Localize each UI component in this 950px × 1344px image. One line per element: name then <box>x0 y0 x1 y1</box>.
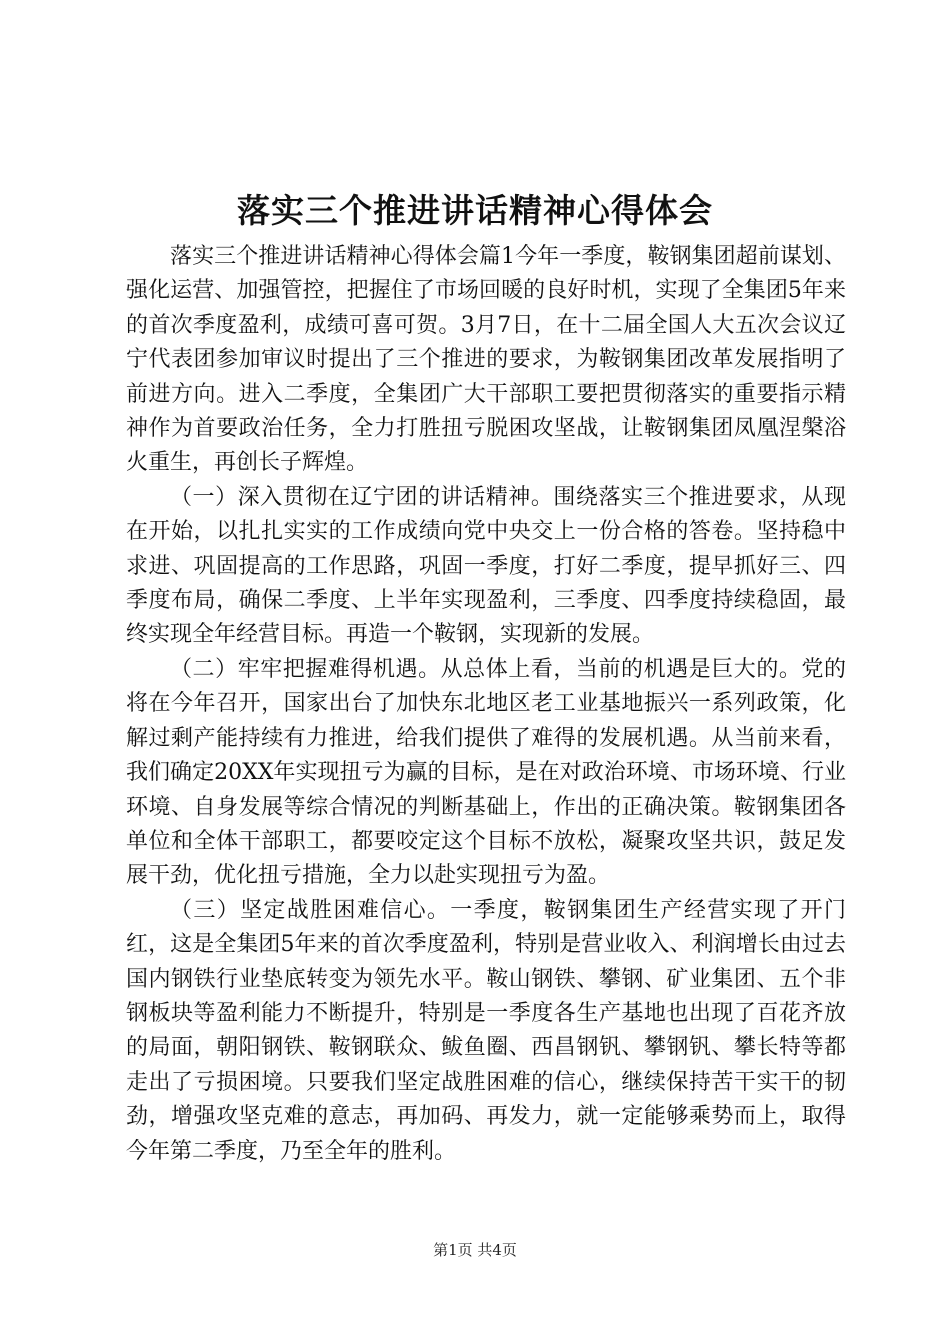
paragraph-intro: 落实三个推进讲话精神心得体会篇1今年一季度，鞍钢集团超前谋划、强化运营、加强管控，把握住了市场回暖的良好时机，实现了全集团5年来的首次季度盈利，成绩可喜可贺。3月7日，在十二届全国人大五次会议辽宁代表团参加审议时提出了三个推进的要求，为鞍钢集团改革发展指明了前进方向。进入二季度，全集团广大干部职工要把贯彻落实的重要指示精神作为首要政治任务，全力打胜扭亏脱困攻坚战，让鞍钢集团凤凰涅槃浴火重生，再创长子辉煌。 <box>126 244 846 476</box>
document-body <box>126 240 846 1169</box>
paragraph-section-one: （一）深入贯彻在辽宁团的讲话精神。围绕落实三个推进要求，从现在开始，以扎扎实实的工作成绩向党中央交上一份合格的答卷。坚持稳中求进、巩固提高的工作思路，巩固一季度，打好二季度，提早抓好三、四季度布局，确保二季度、上半年实现盈利，三季度、四季度持续稳固，最终实现全年经营目标。再造一个鞍钢，实现新的发展。 <box>126 484 846 648</box>
document-title: 落实三个推进讲话精神心得体会 <box>237 191 713 230</box>
paragraph-section-three: （三）坚定战胜困难信心。一季度，鞍钢集团生产经营实现了开门红，这是全集团5年来的首次季度盈利，特别是营业收入、利润增长由过去国内钢铁行业垫底转变为领先水平。鞍山钢铁、攀钢、矿业集团、五个非钢板块等盈利能力不断提升，特别是一季度各生产基地也出现了百花齐放的局面，朝阳钢铁、鞍钢联众、鲅鱼圈、西昌钢钒、攀钢钒、攀长特等都走出了亏损困境。只要我们坚定战胜困难的信心，继续保持苦干实干的韧劲，增强攻坚克难的意志，再加码、再发力，就一定能够乘势而上，取得今年第二季度，乃至全年的胜利。 <box>126 897 846 1164</box>
page-number-footer: 第1页 共4页 <box>433 1241 517 1259</box>
paragraph-section-two: （二）牢牢把握难得机遇。从总体上看，当前的机遇是巨大的。党的将在今年召开，国家出台了加快东北地区老工业基地振兴一系列政策，化解过剩产能持续有力推进，给我们提供了难得的发展机遇。从当前来看，我们确定20XX年实现扭亏为赢的目标，是在对政治环境、市场环境、行业环境、自身发展等综合情况的判断基础上，作出的正确决策。鞍钢集团各单位和全体干部职工，都要咬定这个目标不放松，凝聚攻坚共识，鼓足发展干劲，优化扭亏措施，全力以赴实现扭亏为盈。 <box>126 656 846 889</box>
